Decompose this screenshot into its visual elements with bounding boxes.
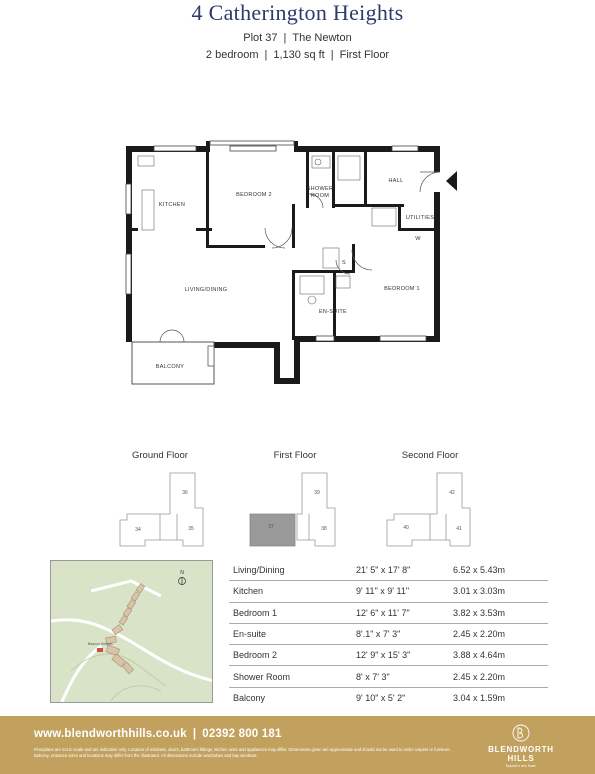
entrance-arrow-icon	[446, 171, 457, 191]
metric-size: 3.01 x 3.03m	[453, 586, 506, 597]
table-row	[229, 581, 548, 602]
balcony-outline	[132, 342, 214, 384]
disclaimer-text: Floorplans are not to scale and are indicative only. Location of windows, doors, bathroom fittings, kitchen units and appliances may differ. Dimensions given are approximate and should not be used to order carpets or furniture. Balcony, entrance sizes and locations may differ from the illustrated. All dimensions include wardrobes and bay windows.	[34, 747, 451, 758]
site-map	[50, 560, 213, 703]
ground-floor-keyplan	[115, 468, 215, 553]
second-floor-keyplan	[382, 468, 482, 553]
room-label-balcony: BALCONY	[155, 364, 185, 370]
plot-label-39: 39	[314, 490, 320, 496]
plot-label-40: 40	[403, 525, 409, 531]
fixtures	[138, 156, 396, 304]
windows	[126, 141, 426, 341]
room-label-en-suite: EN-SUITE	[318, 309, 348, 315]
table-row	[229, 645, 548, 666]
metric-size: 2.45 x 2.20m	[453, 671, 506, 682]
room-name: Bedroom 2	[233, 650, 278, 661]
floor-plan	[120, 124, 480, 394]
room-label-bedroom-1: BEDROOM 1	[384, 286, 420, 292]
metric-size: 2.45 x 2.20m	[453, 629, 506, 640]
door-swings	[160, 172, 440, 342]
plot-label-36: 36	[182, 490, 188, 496]
house-type: The Newton	[292, 32, 352, 44]
room-name: En-suite	[233, 629, 267, 640]
room-label-wardrobe: W	[415, 236, 421, 242]
plot-label-38: 38	[321, 526, 327, 532]
divider: |	[192, 728, 197, 740]
imperial-size: 12' 9" x 15' 3"	[356, 650, 411, 661]
plot-label-35: 35	[188, 526, 194, 532]
floor-level: First Floor	[339, 49, 390, 61]
phone-number[interactable]: 02392 800 181	[202, 728, 282, 740]
imperial-size: 8' x 7' 3"	[356, 671, 390, 682]
website-link[interactable]: www.blendworthhills.co.uk	[34, 728, 187, 740]
plot-subtitle	[0, 32, 595, 44]
highlighted-plot-37	[250, 514, 295, 546]
room-label-hall: HALL	[388, 178, 404, 184]
divider: |	[264, 49, 268, 61]
room-label-store: S	[342, 260, 346, 266]
floor-area: 1,130 sq ft	[273, 49, 325, 61]
second-floor-title: Second Floor	[401, 450, 459, 461]
metric-size: 3.88 x 4.64m	[453, 650, 506, 661]
footer-contact	[34, 728, 282, 740]
page-title: 4 Catherington Heights	[191, 0, 404, 25]
metric-size: 3.82 x 3.53m	[453, 607, 506, 618]
footer	[0, 716, 595, 774]
divider: |	[330, 49, 334, 61]
imperial-size: 21' 5" x 17' 8"	[356, 565, 411, 576]
imperial-size: 12' 6" x 11' 7"	[356, 607, 410, 618]
room-name: Kitchen	[233, 586, 264, 597]
room-name: Shower Room	[233, 671, 291, 682]
site-map-drawing	[51, 561, 213, 703]
imperial-size: 9' 10" x 5' 2"	[356, 693, 406, 704]
room-label-shower-room-1: SHOWER	[306, 186, 334, 192]
metric-size: 6.52 x 5.43m	[453, 565, 506, 576]
brand-name-line-1: BLENDWORTH	[488, 745, 554, 754]
brand-tagline: beyond a new home	[505, 764, 537, 768]
plot-label-42: 42	[449, 490, 455, 496]
brand-logo	[476, 721, 566, 771]
room-label-living-dining: LIVING/DINING	[184, 287, 228, 293]
plot-number: Plot 37	[243, 32, 278, 44]
room-label-kitchen: KITCHEN	[158, 202, 186, 208]
table-row	[229, 560, 548, 581]
bedroom-count: 2 bedroom	[205, 49, 259, 61]
table-row	[229, 624, 548, 645]
table-row	[229, 603, 548, 624]
imperial-size: 9' 11" x 9' 11"	[356, 586, 410, 597]
brand-monogram-icon	[512, 723, 530, 743]
imperial-size: 8'.1" x 7' 3"	[356, 629, 401, 640]
room-name: Living/Dining	[233, 565, 285, 576]
plot-label-37: 37	[268, 524, 274, 530]
table-row	[229, 688, 548, 709]
room-label-shower-room-2: ROOM	[310, 193, 330, 199]
plot-label-34: 34	[135, 527, 141, 533]
room-label-utilities: UTILITIES	[405, 215, 435, 221]
plot-label-41: 41	[456, 526, 462, 532]
room-name: Balcony	[233, 693, 266, 704]
site-map-location-label: Beacon Heights	[88, 642, 113, 646]
dimensions-table	[229, 560, 548, 709]
room-name: Bedroom 1	[233, 607, 278, 618]
divider: |	[283, 32, 287, 44]
first-floor-keyplan	[247, 468, 347, 553]
table-row	[229, 666, 548, 687]
highlighted-plot-marker	[97, 648, 103, 652]
property-summary	[0, 49, 595, 61]
compass-north-label: N	[180, 570, 184, 576]
metric-size: 3.04 x 1.59m	[453, 693, 506, 704]
ground-floor-title: Ground Floor	[132, 450, 188, 461]
room-label-bedroom-2: BEDROOM 2	[236, 192, 272, 198]
first-floor-title: First Floor	[273, 450, 317, 461]
brand-name-line-2: HILLS	[507, 754, 535, 763]
